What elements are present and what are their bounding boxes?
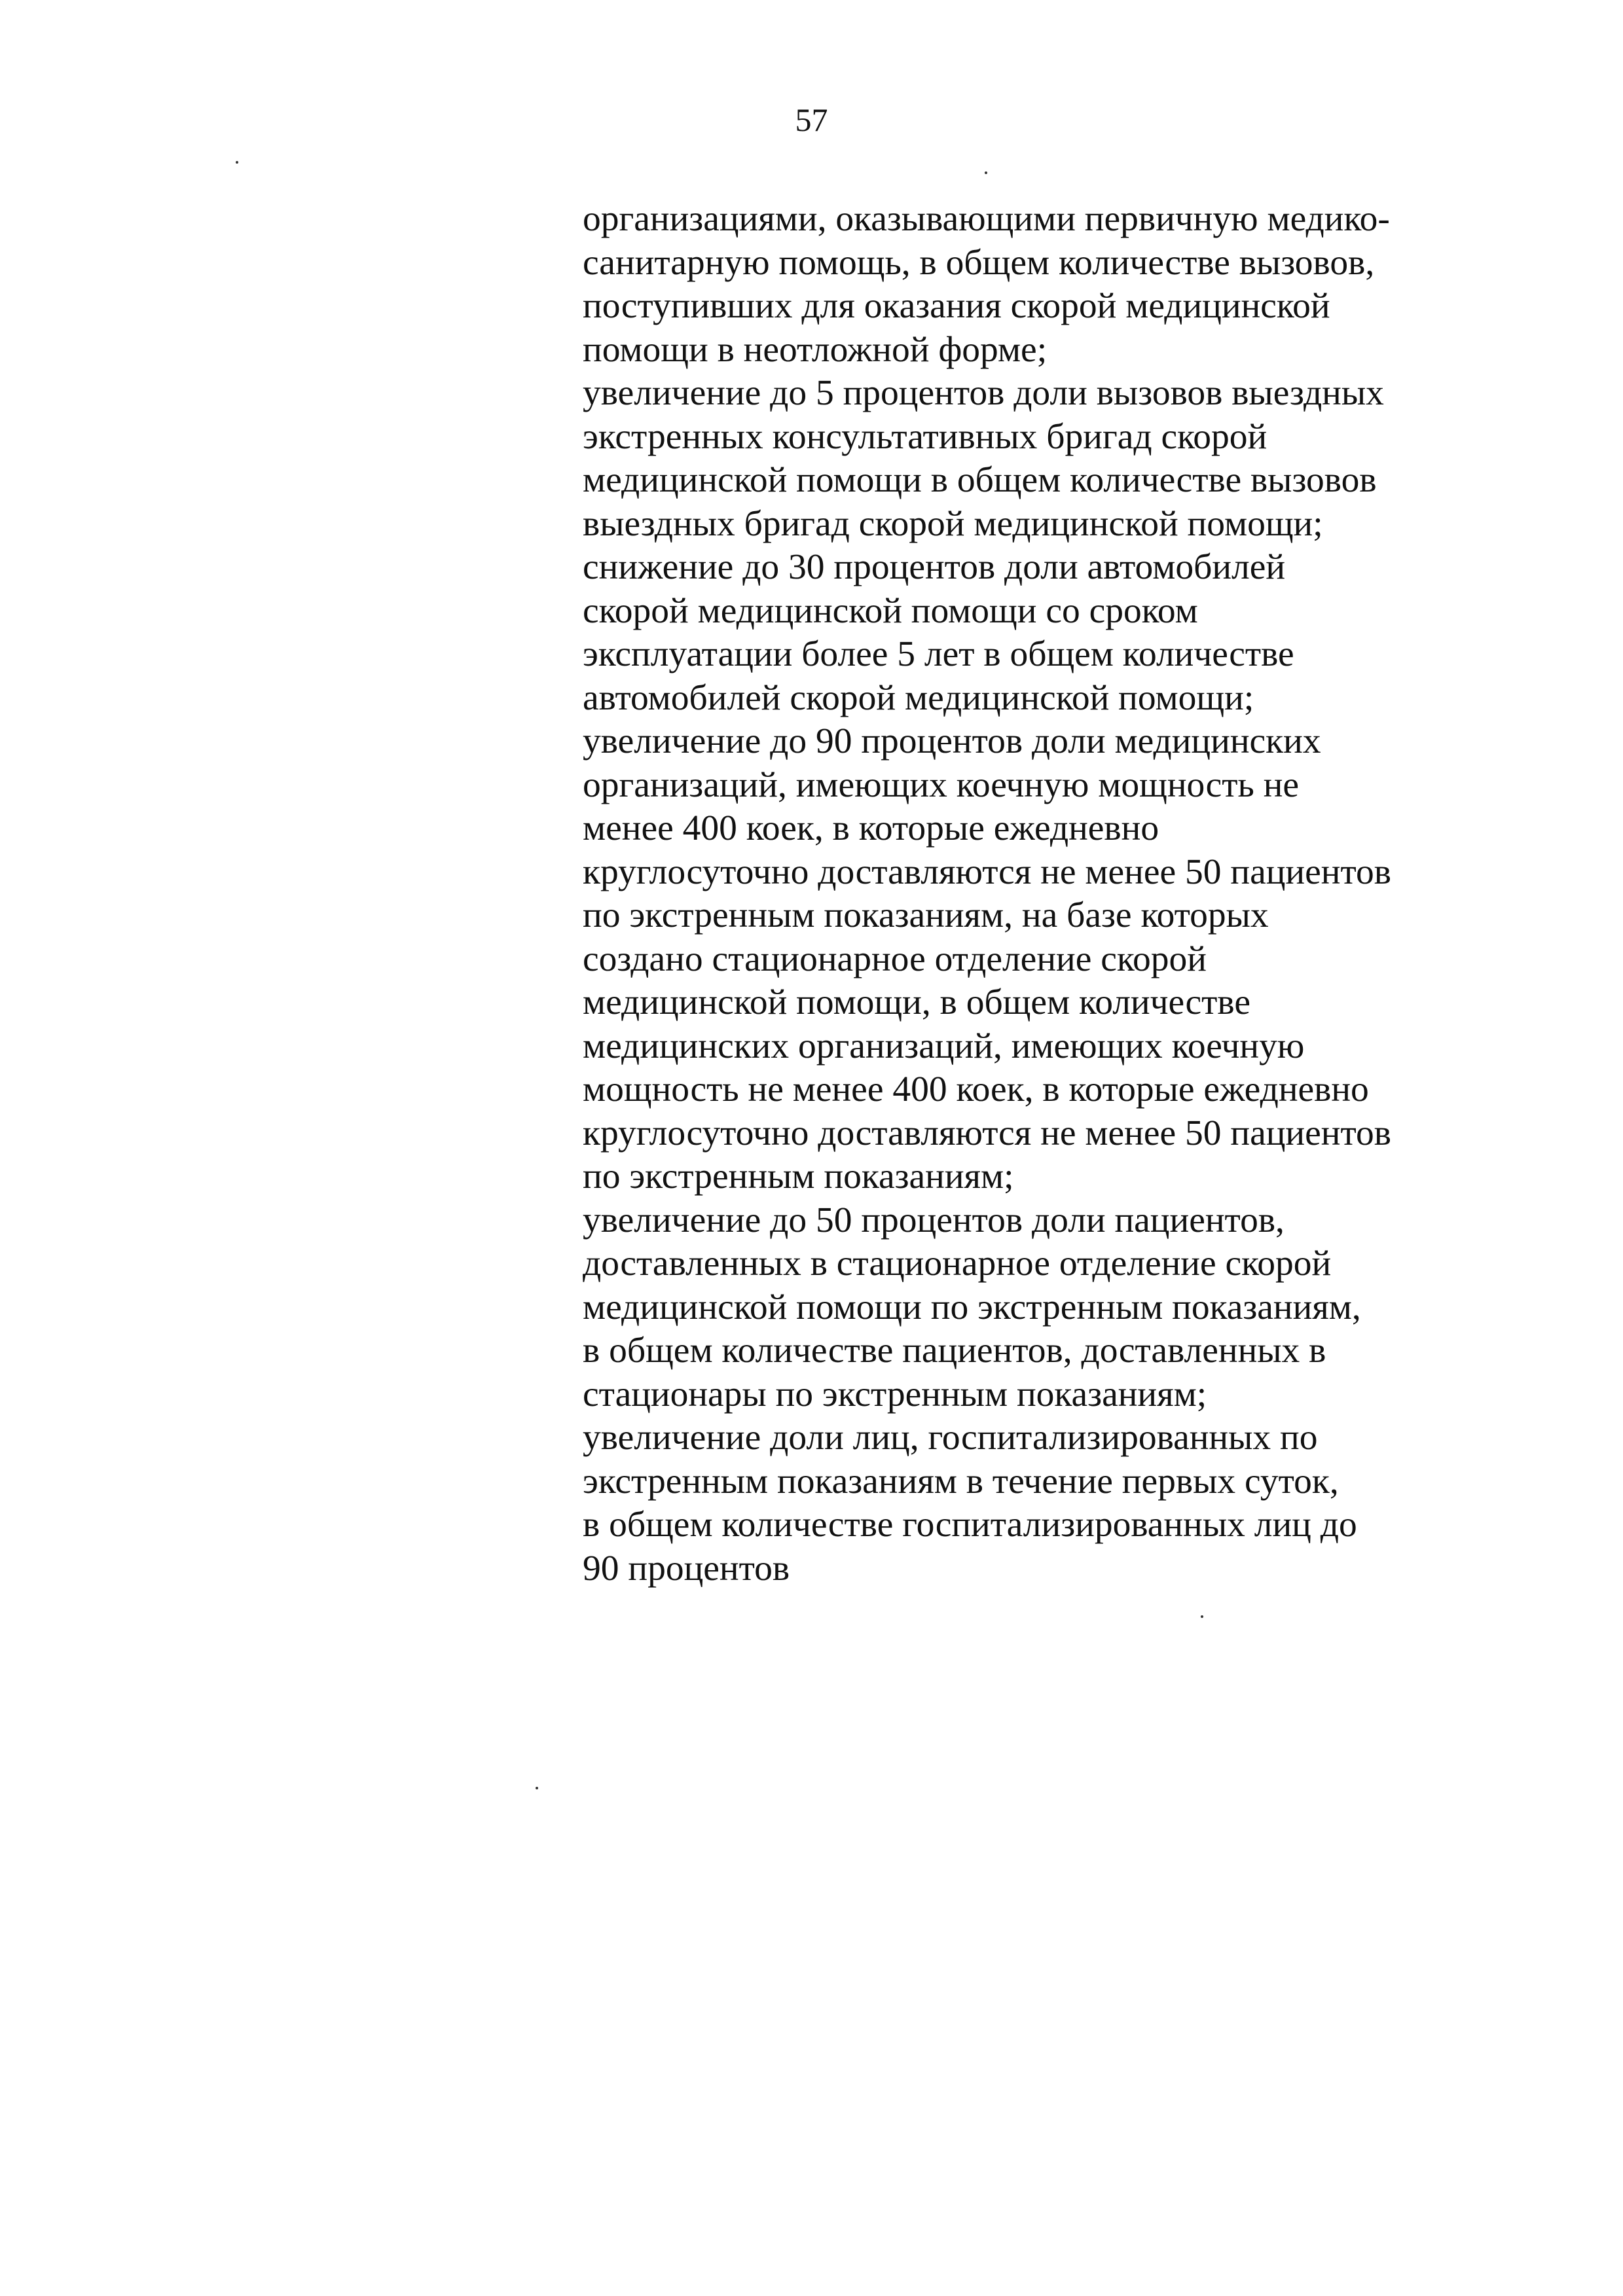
- body-text: [583, 198, 1512, 1590]
- text-line: менее 400 коек, в которые ежедневно: [583, 808, 1159, 848]
- text-line: 90 процентов: [583, 1548, 790, 1588]
- text-line: медицинской помощи, в общем количестве: [583, 982, 1250, 1022]
- text-line: организаций, имеющих коечную мощность не: [583, 764, 1300, 805]
- text-line: стационары по экстренным показаниям;: [583, 1374, 1207, 1414]
- text-line: круглосуточно доставляются не менее 50 пациентов: [583, 852, 1391, 892]
- scan-speck: [1201, 1615, 1203, 1618]
- text-line: в общем количестве пациентов, доставленных в: [583, 1331, 1326, 1371]
- scan-speck: [536, 1787, 538, 1789]
- page-number: 57: [795, 101, 828, 138]
- text-line: по экстренным показаниям, на базе которых: [583, 895, 1269, 935]
- text-line: по экстренным показаниям;: [583, 1157, 1014, 1196]
- text-line: круглосуточно доставляются не менее 50 пациентов: [583, 1113, 1391, 1153]
- text-line: поступивших для оказания скорой медицинской: [583, 286, 1330, 326]
- text-line: экстренным показаниям в течение первых суток,: [583, 1461, 1339, 1501]
- text-line: медицинской помощи в общем количестве вызовов: [583, 460, 1377, 500]
- text-line: создано стационарное отделение скорой: [583, 939, 1207, 979]
- text-line: доставленных в стационарное отделение скорой: [583, 1244, 1332, 1283]
- text-line: увеличение до 50 процентов доли пациентов,: [583, 1200, 1285, 1240]
- scan-speck: [236, 161, 238, 164]
- text-line: увеличение до 90 процентов доли медицинских: [583, 721, 1321, 761]
- text-line: санитарную помощь, в общем количестве вызовов,: [583, 242, 1375, 283]
- text-line: увеличение доли лиц, госпитализированных по: [583, 1418, 1318, 1458]
- text-line: медицинских организаций, имеющих коечную: [583, 1026, 1305, 1066]
- text-line: помощи в неотложной форме;: [583, 329, 1048, 370]
- text-line: снижение до 30 процентов доли автомобилей: [583, 547, 1286, 587]
- text-line: медицинской помощи по экстренным показаниям,: [583, 1287, 1361, 1327]
- text-line: организациями, оказывающими первичную медико-: [583, 199, 1390, 239]
- text-line: экстренных консультативных бригад скорой: [583, 416, 1267, 457]
- text-line: в общем количестве госпитализированных лиц до: [583, 1505, 1357, 1545]
- scan-speck: [985, 171, 987, 174]
- text-line: автомобилей скорой медицинской помощи;: [583, 677, 1254, 718]
- text-line: скорой медицинской помощи со сроком: [583, 590, 1198, 631]
- text-line: эксплуатации более 5 лет в общем количестве: [583, 634, 1294, 674]
- text-line: мощность не менее 400 коек, в которые ежедневно: [583, 1069, 1369, 1109]
- text-line: выездных бригад скорой медицинской помощи;: [583, 503, 1323, 544]
- text-line: увеличение до 5 процентов доли вызовов выездных: [583, 373, 1384, 413]
